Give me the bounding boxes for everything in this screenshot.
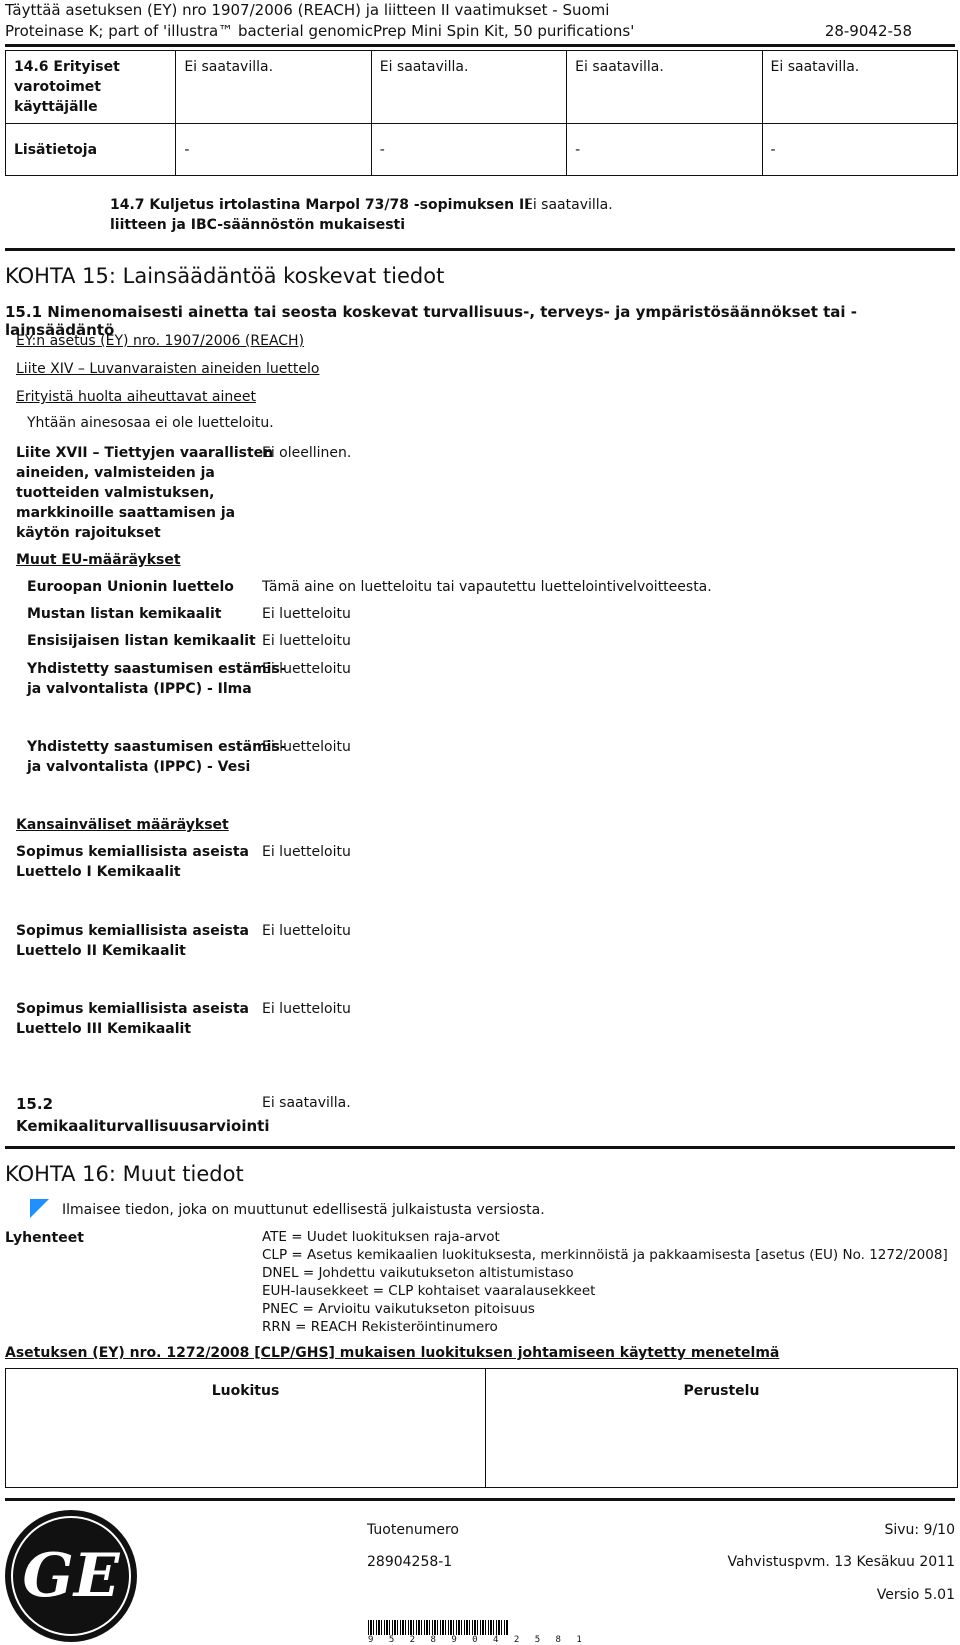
abbr-item: PNEC = Arvioitu vaikutukseton pitoisuus — [262, 1301, 535, 1317]
annex17-label-2: aineiden, valmisteiden ja — [16, 465, 215, 481]
cwc2-value: Ei luetteloitu — [262, 923, 351, 939]
s152-label-1: 15.2 — [16, 1095, 54, 1113]
svhc-heading: Erityistä huolta aiheuttavat aineet — [16, 389, 256, 405]
extra-info-value-2: - — [371, 124, 566, 176]
cwc3-label-1: Sopimus kemiallisista aseista — [16, 1001, 249, 1017]
cwc1-label-2: Luettelo I Kemikaalit — [16, 864, 181, 880]
extra-info-value-4: - — [762, 124, 957, 176]
abbr-item: EUH-lausekkeet = CLP kohtaiset vaaralausekkeet — [262, 1283, 596, 1299]
s146-value-1: Ei saatavilla. — [176, 51, 371, 124]
s147-value: Ei saatavilla. — [524, 197, 613, 213]
s147-label-1: 14.7 Kuljetus irtolastina Marpol 73/78 -sopimuksen II — [110, 197, 530, 213]
s152-value: Ei saatavilla. — [262, 1095, 351, 1111]
eu-inventory-value: Tämä aine on luetteloitu tai vapautettu luettelointivelvoitteesta. — [262, 579, 712, 595]
change-marker-icon — [30, 1199, 50, 1219]
header-product: Proteinase K; part of 'illustra™ bacterial genomicPrep Mini Spin Kit, 50 purifications' — [5, 22, 635, 40]
section16-title: KOHTA 16: Muut tiedot — [5, 1162, 244, 1186]
section15-title: KOHTA 15: Lainsäädäntöä koskevat tiedot — [5, 264, 445, 288]
extra-info-value-3: - — [567, 124, 762, 176]
cwc1-label-1: Sopimus kemiallisista aseista — [16, 844, 249, 860]
priority-list-value: Ei luetteloitu — [262, 633, 351, 649]
cwc2-label-2: Luettelo II Kemikaalit — [16, 943, 186, 959]
s147-label-2: liitteen ja IBC-säännöstön mukaisesti — [110, 217, 406, 233]
change-note: Ilmaisee tiedon, joka on muuttunut edellisestä julkaistusta versiosta. — [62, 1202, 545, 1218]
annex17-label-4: markkinoille saattamisen ja — [16, 505, 236, 521]
ippc-water-value: Ei luetteloitu — [262, 739, 351, 755]
cwc3-label-2: Luettelo III Kemikaalit — [16, 1021, 192, 1037]
ippc-air-label-2: ja valvontalista (IPPC) - Ilma — [27, 681, 252, 697]
ippc-water-label-2: ja valvontalista (IPPC) - Vesi — [27, 759, 251, 775]
barcode-digits: 9 5 2 8 9 0 4 2 5 8 1 — [368, 1635, 587, 1645]
ippc-air-value: Ei luetteloitu — [262, 661, 351, 677]
annex17-label-1: Liite XVII – Tiettyjen vaarallisten — [16, 445, 274, 461]
header-title: Täyttää asetuksen (EY) nro 1907/2006 (REACH) ja liitteen II vaatimukset - Suomi — [5, 1, 610, 19]
abbr-item: ATE = Uudet luokituksen raja-arvot — [262, 1229, 500, 1245]
extra-info-value-1: - — [176, 124, 371, 176]
abbr-item: RRN = REACH Rekisteröintinumero — [262, 1319, 498, 1335]
abbr-item: DNEL = Johdettu vaikutukseton altistumistaso — [262, 1265, 574, 1281]
ippc-water-label-1: Yhdistetty saastumisen estämis- — [27, 739, 286, 755]
clp-col-class: Luokitus — [211, 1383, 280, 1399]
s152-label-2: Kemikaaliturvallisuusarviointi — [16, 1117, 270, 1135]
ge-logo-text: GE — [22, 1541, 120, 1611]
header-doc-code: 28-9042-58 — [824, 22, 912, 40]
clp-col-reason: Perustelu — [683, 1383, 760, 1399]
s146-value-4: Ei saatavilla. — [762, 51, 957, 124]
priority-list-label: Ensisijaisen listan kemikaalit — [27, 633, 256, 649]
validation-date: Vahvistuspvm. 13 Kesäkuu 2011 — [727, 1554, 955, 1570]
other-eu-heading: Muut EU-määräykset — [16, 552, 181, 568]
section-rule — [5, 1146, 955, 1149]
clp-method-heading: Asetuksen (EY) nro. 1272/2008 [CLP/GHS] mukaisen luokituksen johtamiseen käytetty menetelmä — [5, 1345, 780, 1361]
product-no-label: Tuotenumero — [367, 1522, 459, 1538]
ge-logo — [5, 1510, 137, 1642]
annex14-heading: Liite XIV – Luvanvaraisten aineiden luettelo — [16, 361, 320, 377]
ippc-air-label-1: Yhdistetty saastumisen estämis- — [27, 661, 286, 677]
transport-table — [5, 50, 958, 176]
page-number: Sivu: 9/10 — [884, 1522, 955, 1538]
eu-inventory-label: Euroopan Unionin luettelo — [27, 579, 234, 595]
section-rule — [5, 248, 955, 251]
header-rule — [5, 44, 955, 47]
annex17-label-5: käytön rajoitukset — [16, 525, 161, 541]
s146-label: 14.6 Erityiset varotoimet käyttäjälle — [6, 51, 176, 124]
footer-rule — [5, 1498, 955, 1501]
s146-value-2: Ei saatavilla. — [371, 51, 566, 124]
cwc3-value: Ei luetteloitu — [262, 1001, 351, 1017]
cwc1-value: Ei luetteloitu — [262, 844, 351, 860]
version: Versio 5.01 — [876, 1587, 955, 1603]
annex17-label-3: tuotteiden valmistuksen, — [16, 485, 215, 501]
cwc2-label-1: Sopimus kemiallisista aseista — [16, 923, 249, 939]
annex17-value: Ei oleellinen. — [262, 445, 352, 461]
abbr-label: Lyhenteet — [5, 1230, 84, 1246]
intl-heading: Kansainväliset määräykset — [16, 817, 229, 833]
black-list-label: Mustan listan kemikaalit — [27, 606, 222, 622]
clp-table — [5, 1368, 958, 1488]
abbr-item: CLP = Asetus kemikaalien luokituksesta, merkinnöistä ja pakkaamisesta [asetus (EU) No. 1272/2008] — [262, 1247, 948, 1263]
s146-value-3: Ei saatavilla. — [567, 51, 762, 124]
s151-heading: 15.1 Nimenomaisesti ainetta tai seosta koskevat turvallisuus-, terveys- ja ympäristösäännökset tai -lainsäädäntö — [5, 303, 857, 339]
product-no: 28904258-1 — [367, 1554, 453, 1570]
black-list-value: Ei luetteloitu — [262, 606, 351, 622]
extra-info-label: Lisätietoja — [6, 124, 176, 176]
svhc-value: Yhtään ainesosaa ei ole luetteloitu. — [27, 415, 274, 431]
reach-heading: EY:n asetus (EY) nro. 1907/2006 (REACH) — [16, 333, 305, 349]
